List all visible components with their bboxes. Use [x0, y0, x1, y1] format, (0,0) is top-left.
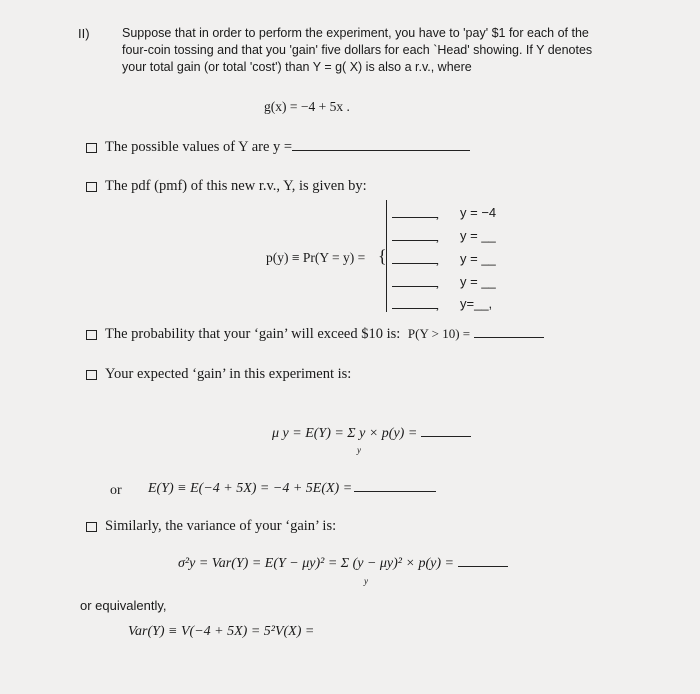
variance-formula-text: σ²y = Var(Y) = E(Y − μy)² = Σ (y − μy)² × p(y) =	[178, 556, 454, 571]
q2-text: The pdf (pmf) of this new r.v., Y, is given by:	[105, 178, 367, 194]
var-sum-subscript: y	[364, 576, 368, 586]
q3-expression: P(Y > 10) =	[407, 326, 471, 341]
q1-item	[86, 139, 470, 156]
q3-text: The probability that your ‘gain’ will exceed $10 is:	[105, 326, 401, 342]
alt-formula-text: E(Y) ≡ E(−4 + 5X) = −4 + 5E(X) =	[148, 481, 353, 496]
q5-text: Similarly, the variance of your ‘gain’ is:	[105, 518, 337, 534]
alt-answer-blank[interactable]	[354, 491, 436, 492]
q5-item	[86, 518, 336, 535]
q3-answer-blank[interactable]	[474, 337, 544, 338]
mean-formula-text: μ y = E(Y) = Σ y × p(y) =	[272, 426, 418, 441]
checkbox-icon	[86, 370, 97, 380]
mean-answer-blank[interactable]	[421, 436, 471, 437]
checkbox-icon	[86, 522, 97, 532]
intro-line-2: four-coin tossing and that you 'gain' five dollars for each `Head' showing. If Y denotes	[122, 43, 593, 57]
q3-item	[86, 326, 544, 343]
q2-item	[86, 178, 367, 195]
pmf-row-value: y = __	[460, 274, 496, 289]
prob-blank[interactable]	[392, 240, 438, 241]
g-formula: g(x) = −4 + 5x .	[264, 99, 350, 114]
pmf-row: , y = −4	[388, 205, 504, 223]
pmf-row: , y = __	[388, 251, 504, 269]
prob-blank[interactable]	[392, 286, 438, 287]
prob-blank[interactable]	[392, 217, 438, 218]
checkbox-icon	[86, 330, 97, 340]
left-brace: {	[378, 246, 387, 266]
checkbox-icon	[86, 182, 97, 192]
pmf-row-value: y = __	[460, 228, 496, 243]
pmf-row-value: y = __	[460, 251, 496, 266]
pmf-row: , y = __	[388, 274, 504, 292]
checkbox-icon	[86, 143, 97, 153]
prob-blank[interactable]	[392, 263, 438, 264]
variance-alt-formula: Var(Y) ≡ V(−4 + 5X) = 5²V(X) =	[128, 624, 315, 639]
pmf-row-value: y = −4	[460, 205, 497, 220]
q4-item	[86, 366, 351, 383]
q1-answer-blank[interactable]	[292, 150, 470, 151]
pmf-row: , y=__,	[388, 296, 504, 314]
prob-blank[interactable]	[392, 308, 438, 309]
pmf-row-value: y=__,	[460, 296, 493, 311]
intro-line-1: Suppose that in order to perform the experiment, you have to 'pay' $1 for each of the	[122, 26, 589, 40]
variance-answer-blank[interactable]	[458, 566, 508, 567]
intro-line-3: your total gain (or total 'cost') than Y = g( X) is also a r.v., where	[122, 60, 472, 74]
pmf-row: , y = __	[388, 228, 504, 246]
or-label: or	[110, 483, 122, 498]
alt-formula	[148, 481, 436, 497]
mean-formula	[272, 426, 471, 442]
variance-formula	[178, 556, 508, 572]
problem-number: II)	[78, 26, 90, 41]
or-equivalently: or equivalently,	[80, 598, 167, 613]
sum-subscript: y	[357, 445, 361, 455]
q1-text: The possible values of Y are y =	[105, 139, 293, 155]
pmf-label: p(y) ≡ Pr(Y = y) =	[266, 250, 366, 265]
q4-text: Your expected ‘gain’ in this experiment is:	[105, 366, 352, 382]
